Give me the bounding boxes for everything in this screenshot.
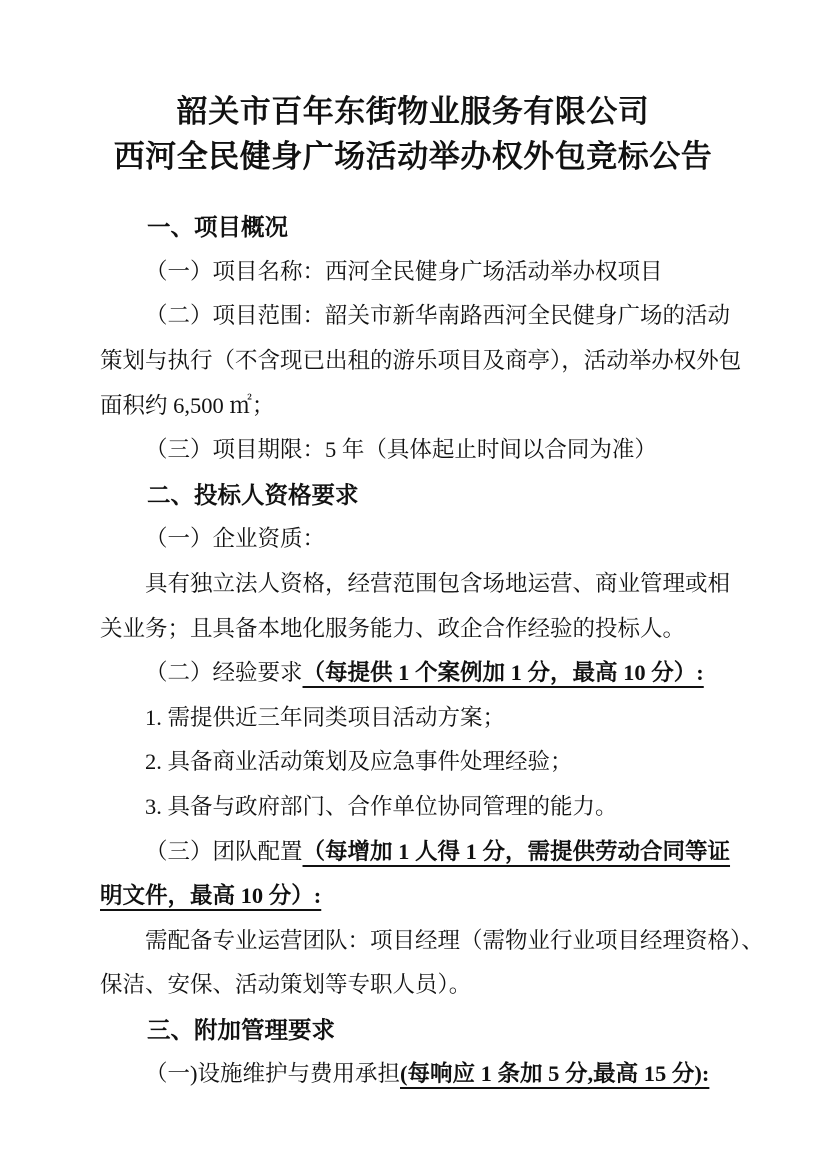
para-enterprise-qualification-line1	[100, 562, 731, 607]
text-segment: 保洁、安保、活动策划等专职人员）。	[100, 972, 472, 998]
text-segment: 三、附加管理要求	[147, 1016, 335, 1043]
text-segment: （一）企业资质：	[145, 526, 326, 552]
para-team-config-line1	[100, 830, 731, 875]
experience-item-1	[100, 696, 726, 741]
text-segment: 二、投标人资格要求	[147, 481, 359, 508]
text-segment: （一)设施维护与费用承担	[145, 1061, 400, 1087]
para-enterprise-qualification-line2	[100, 607, 726, 652]
text-segment: 1. 需提供近三年同类项目活动方案；	[145, 704, 506, 730]
text-segment: （三）项目期限：5 年（具体起止时间以合同为准）	[145, 437, 657, 463]
text-segment: （三）团队配置	[145, 838, 303, 864]
text-segment: 策划与执行（不含现已出租的游乐项目及商亭），活动举办权外包	[100, 347, 742, 373]
text-segment: （二）项目范围：韶关市新华南路西河全民健身广场的活动	[145, 303, 731, 329]
para-project-scope-line3	[100, 384, 726, 429]
para-team-staffing-line2	[100, 963, 726, 1008]
scoring-clause-text: （每提供 1 个案例加 1 分，最高 10 分）:	[302, 660, 704, 686]
text-segment: （二）经验要求	[145, 660, 303, 686]
scoring-clause-text: （每增加 1 人得 1 分，需提供劳动合同等证	[302, 838, 731, 864]
para-project-name	[100, 250, 726, 295]
section-3-heading	[100, 1008, 726, 1053]
text-segment: 面积约 6,500 ㎡；	[100, 392, 275, 418]
document-title-line-1: 韶关市百年东街物业服务有限公司	[176, 94, 650, 129]
para-facility-maintenance	[100, 1052, 726, 1097]
document-body	[100, 205, 764, 1097]
text-segment: （一）项目名称：西河全民健身广场活动举办权项目	[145, 258, 663, 284]
section-2-heading	[100, 473, 726, 518]
text-segment: 关业务；且具备本地化服务能力、政企合作经验的投标人。	[100, 615, 686, 641]
para-team-staffing-line1	[100, 919, 764, 964]
scoring-clause-text: 明文件，最高 10 分）:	[100, 883, 322, 909]
experience-item-3	[100, 785, 726, 830]
para-experience-requirement	[100, 651, 726, 696]
para-project-scope-line2	[100, 339, 742, 384]
text-segment: 具有独立法人资格，经营范围包含场地运营、商业管理或相	[145, 570, 731, 596]
section-1-heading	[100, 205, 726, 250]
experience-item-2	[100, 740, 726, 785]
scoring-clause-text: (每响应 1 条加 5 分,最高 15 分):	[400, 1061, 710, 1087]
text-segment: 需配备专业运营团队：项目经理（需物业行业项目经理资格）、	[145, 927, 764, 953]
document-title-line-2: 西河全民健身广场活动举办权外包竞标公告	[113, 138, 713, 174]
para-project-scope-line1	[100, 294, 731, 339]
text-segment: 3. 具备与政府部门、合作单位协同管理的能力。	[145, 793, 618, 819]
para-enterprise-qualification-label	[100, 517, 726, 562]
text-segment: 2. 具备商业活动策划及应急事件处理经验；	[145, 749, 573, 775]
text-segment: 一、项目概况	[147, 214, 288, 241]
para-project-term	[100, 428, 726, 473]
para-team-config-line2	[100, 874, 726, 919]
